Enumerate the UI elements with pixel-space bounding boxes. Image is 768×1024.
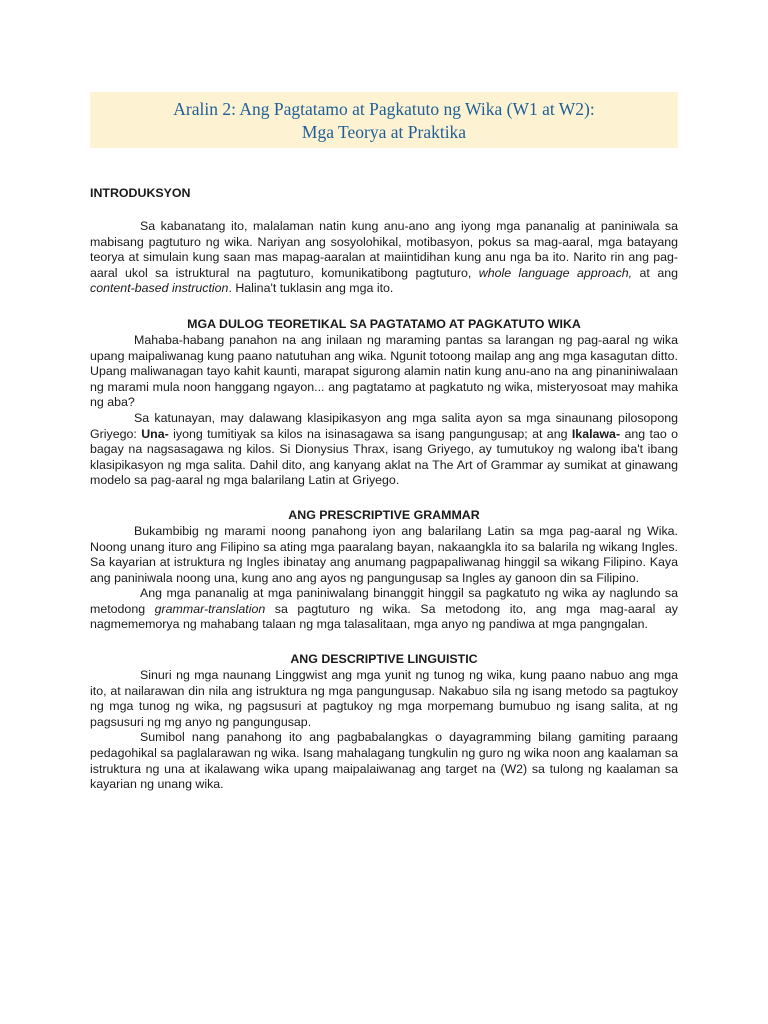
page-title-line-1: Aralin 2: Ang Pagtatamo at Pagkatuto ng Wika (W1 at W2): (173, 99, 595, 119)
dulog-p2-bold-2: Ikalawa- (571, 426, 621, 441)
dulog-p2-text-b: iyong tumitiyak sa kilos na isinasagawa sa isang pangungusap; at ang (168, 426, 572, 441)
intro-text-a: Sa kabanatang ito, malalaman natin kung anu-ano ang iyong mga pananalig at paniniwala sa mabisang pagtuturo ng wika. Nariyan ang sosyolohikal, motibasyon, pokus sa mag-aaral, mga batayang teorya at simulain kung saan mas mapag-aaralan at maiintidihan kung anu nga ba ito. Narito rin ang pag-aaral ukol sa istruktural na pagtuturo, komunikatibong pagtuturo, (90, 219, 678, 280)
dulog-p2-bold-1: Una- (141, 426, 169, 441)
dulog-heading: MGA DULOG TEORETIKAL SA PAGTATAMO AT PAGKATUTO WIKA (187, 316, 581, 331)
prescriptive-heading: ANG PRESCRIPTIVE GRAMMAR (288, 507, 480, 522)
intro-text-c: . Halina't tuklasin ang mga ito. (228, 281, 394, 296)
intro-paragraph (90, 219, 678, 297)
prescriptive-paragraph-2 (90, 586, 678, 633)
intro-text-b: at ang (632, 265, 678, 280)
prescriptive-p2-text-a: Ang mga pananalig at mga paniniwalang binanggit hinggil sa pagkatuto ng wika ay naglundo sa metodong (90, 586, 678, 616)
prescriptive-p2-text-b: sa pagtuturo ng wika. Sa metodong ito, ang mga mag-aaral ay nagmememorya ng mahabang talaan ng mga talasalitaan, mga anyo ng pandiwa at mga pangngalan. (90, 601, 678, 632)
prescriptive-p2-em: grammar-translation (154, 601, 266, 616)
dulog-p2-text-c: ang tao o bagay na nagsasagawa ng kilos. Si Dionysius Thrax, isang Griyego, ay tumutukoy ng walong iba't ibang klasipikasyon ng mga salita. Dahil dito, ang kanyang aklat na The Art of Grammar ay sumikat at ginawang modelo sa pag-aaral ng mga balarilang Latin at Griyego. (90, 426, 678, 488)
intro-text-em-2: content-based instruction (90, 281, 229, 296)
descriptive-paragraph-1: Sinuri ng mga naunang Linggwist ang mga yunit ng tunog ng wika, kung paano nabuo ang mga ito, at nailarawan din nila ang istruktura ng mga pangungusap. Nakabuo sila ng isang metodo sa pagtukoy ng mga tunog ng wika, ng pagsusuri at pagtukoy ng mga morpemang bumubuo ng isang salita, at ng pagsusuri ng mg anyo ng pangungusap. (90, 668, 678, 729)
descriptive-heading: ANG DESCRIPTIVE LINGUISTIC (290, 652, 478, 667)
prescriptive-paragraph-1: Bukambibig ng marami noong panahong iyon ang balarilang Latin sa mga pag-aaral ng Wika. Noong unang ituro ang Filipino sa ating mga paaralang bayan, nakaangkla ito sa balarila ng wikang Ingles. Sa kayarian at istruktura ng Ingles ibinatay ang anumang pagpapaliwanag hinggil sa wikang Filipino. Kaya ang paniniwala noong una, kung ano ang ayos ng pangungusap sa Ingles ay ganoon din sa Filipino. (90, 523, 678, 585)
intro-text-em-1: whole language approach, (478, 265, 633, 280)
descriptive-paragraph-2: Sumibol nang panahong ito ang pagbabalangkas o dayagramming bilang gamiting paraang pedagohikal sa paglalarawan ng wika. Isang mahalagang tungkulin ng guro ng wika noon ang kaalaman sa istruktura ng una at ikalawang wika upang maipalaiwanag ang target na (W2) sa tulong ng kaalaman sa kayarian ng unang wika. (90, 730, 678, 792)
intro-heading: INTRODUKSYON (90, 186, 191, 200)
document-page (90, 92, 678, 793)
dulog-paragraph-1: Mahaba-habang panahon na ang inilaan ng maraming pantas sa larangan ng pag-aaral ng wika upang maipaliwanag kung paano natutuhan ang wika. Ngunit totoong mailap ang ang mga kasagutan ditto. Upang maliwanagan tayo kahit kaunti, marapat sigurong alamin natin kung anu-ano na ang pinaniniwalaan ng marami mula noon hanggang ngayon... ang pagtatamo at pagkatuto ng wika, misteryosoat may mahika ng aba? (90, 332, 678, 410)
dulog-p2-text-a: Sa katunayan, may dalawang klasipikasyon ang mga salita ayon sa mga sinaunang pilosopong Griyego: (90, 410, 678, 441)
page-title-line-2: Mga Teorya at Praktika (301, 122, 467, 142)
dulog-paragraph-2 (90, 411, 678, 489)
title-banner (90, 92, 678, 148)
